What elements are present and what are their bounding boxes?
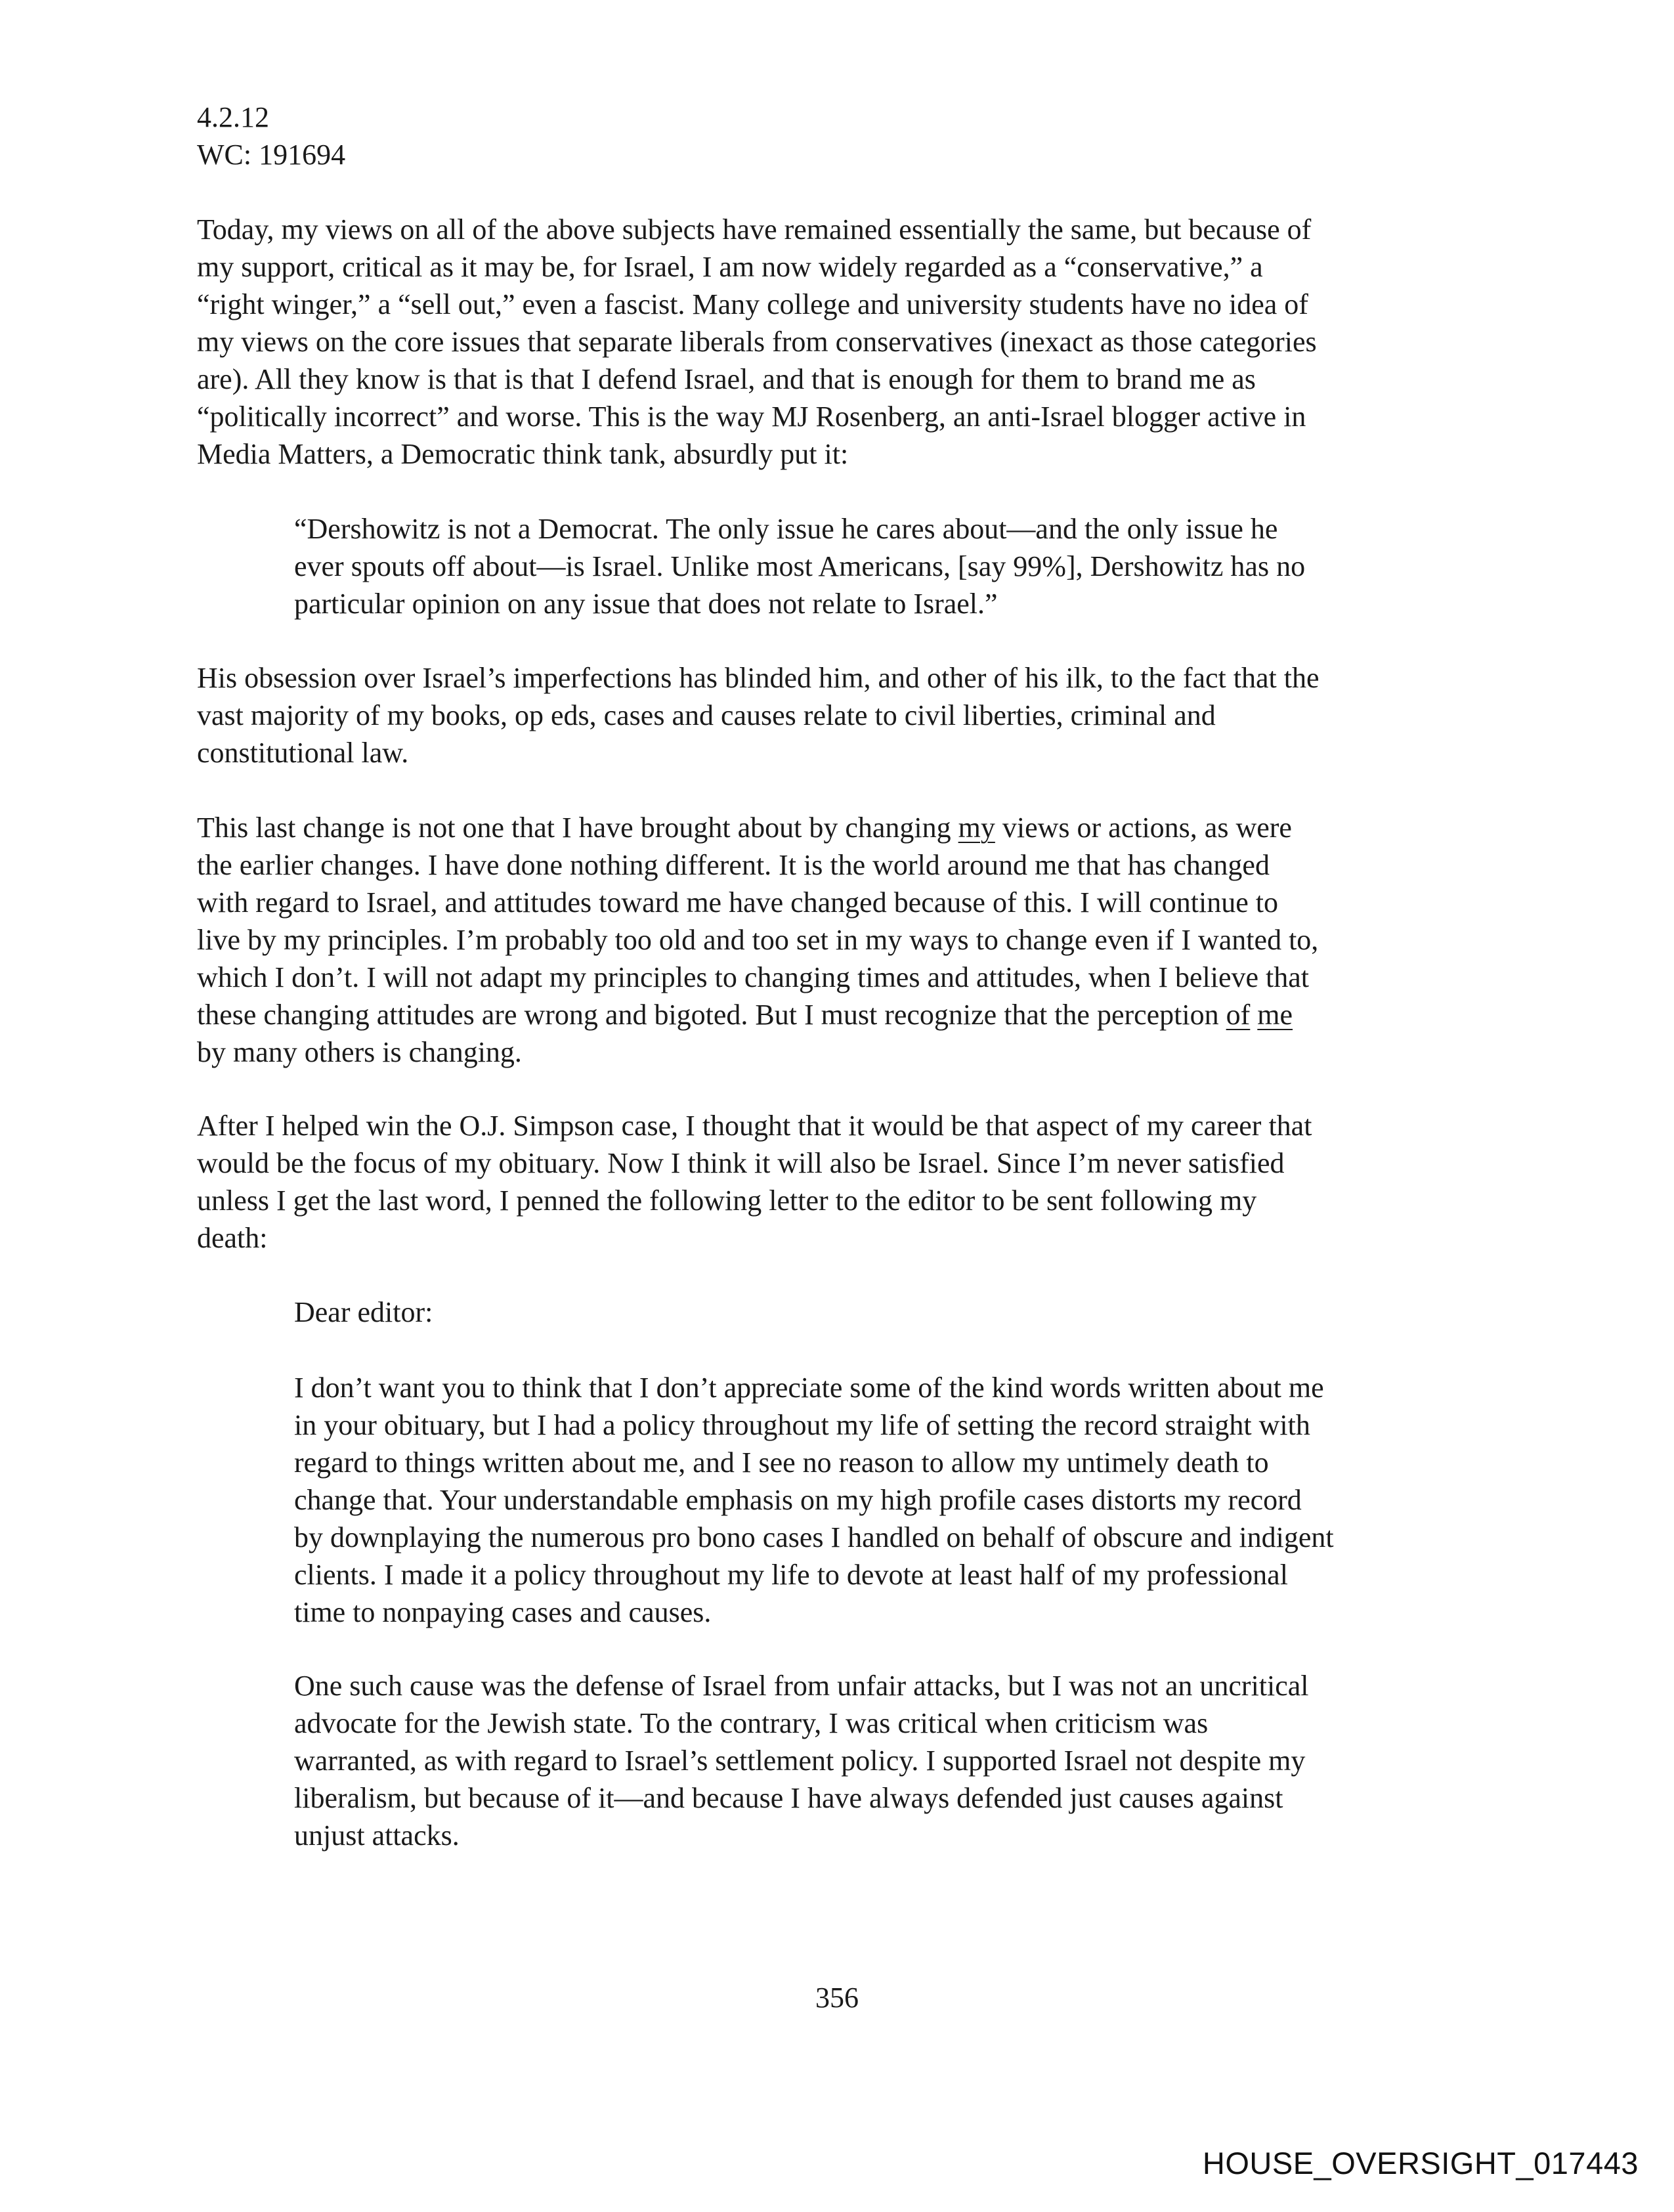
quote-line: “Dershowitz is not a Democrat. The only issue he cares about—and the only issue he: [294, 513, 1278, 545]
letter-line: warranted, as with regard to Israel’s settlement policy. I supported Israel not despite my: [294, 1745, 1306, 1777]
date-line: 4.2.12: [197, 101, 269, 133]
paragraph-last-change: [197, 809, 1470, 1071]
text-segment: [1250, 999, 1257, 1031]
paragraph-simpson: [197, 1107, 1470, 1257]
text-line: unless I get the last word, I penned the following letter to the editor to be sent following my: [197, 1184, 1257, 1217]
text-line: live by my principles. I’m probably too old and too set in my ways to change even if I wanted to,: [197, 924, 1319, 956]
letter-salutation: [294, 1293, 1568, 1331]
text-segment: these changing attitudes are wrong and bigoted. But I must recognize that the perception: [197, 999, 1226, 1031]
text-line: are). All they know is that is that I defend Israel, and that is enough for them to brand me as: [197, 363, 1256, 395]
document-header: [197, 98, 1470, 173]
letter-line: advocate for the Jewish state. To the contrary, I was critical when criticism was: [294, 1707, 1209, 1739]
text-line: vast majority of my books, op eds, cases and causes relate to civil liberties, criminal and: [197, 699, 1216, 731]
paragraph-views: [197, 211, 1470, 473]
letter-line: by downplaying the numerous pro bono cases I handled on behalf of obscure and indigent: [294, 1521, 1334, 1553]
letter-line: I don’t want you to think that I don’t appreciate some of the kind words written about me: [294, 1372, 1324, 1404]
letter-line: clients. I made it a policy throughout my life to devote at least half of my professional: [294, 1559, 1288, 1591]
underlined-word: of: [1226, 999, 1251, 1031]
letter-line: One such cause was the defense of Israel from unfair attacks, but I was not an uncritical: [294, 1670, 1309, 1702]
letter-paragraph-israel: [294, 1667, 1568, 1854]
text-line: death:: [197, 1222, 268, 1254]
text-line: [197, 996, 1470, 1033]
text-line: the earlier changes. I have done nothing different. It is the world around me that has changed: [197, 849, 1270, 881]
quote-line: ever spouts off about—is Israel. Unlike most Americans, [say 99%], Dershowitz has no: [294, 550, 1306, 582]
text-line: which I don’t. I will not adapt my principles to changing times and attitudes, when I believe that: [197, 961, 1310, 993]
text-line: by many others is changing.: [197, 1036, 522, 1068]
letter-line: change that. Your understandable emphasis on my high profile cases distorts my record: [294, 1484, 1302, 1516]
text-line: with regard to Israel, and attitudes toward me have changed because of this. I will continue to: [197, 886, 1279, 919]
text-line: Today, my views on all of the above subjects have remained essentially the same, but because of: [197, 213, 1312, 246]
letter-line: regard to things written about me, and I see no reason to allow my untimely death to: [294, 1446, 1269, 1479]
page-number: 356: [815, 1982, 859, 2014]
text-line: His obsession over Israel’s imperfections has blinded him, and other of his ilk, to the fact that the: [197, 662, 1320, 694]
letter-line: in your obituary, but I had a policy throughout my life of setting the record straight with: [294, 1409, 1310, 1441]
text-line: constitutional law.: [197, 737, 409, 769]
letter-line: unjust attacks.: [294, 1819, 460, 1852]
letter-line: time to nonpaying cases and causes.: [294, 1596, 712, 1628]
text-segment: views or actions, as were: [995, 812, 1292, 844]
salutation-line: Dear editor:: [294, 1296, 433, 1328]
paragraph-obsession: [197, 659, 1470, 771]
text-segment: This last change is not one that I have brought about by changing: [197, 812, 958, 844]
quote-line: particular opinion on any issue that does not relate to Israel.”: [294, 588, 998, 620]
text-line: “politically incorrect” and worse. This is the way MJ Rosenberg, an anti-Israel blogger active in: [197, 401, 1306, 433]
text-line: would be the focus of my obituary. Now I think it will also be Israel. Since I’m never satisfied: [197, 1147, 1285, 1179]
text-line: my views on the core issues that separate liberals from conservatives (inexact as those categories: [197, 326, 1317, 358]
text-line: “right winger,” a “sell out,” even a fascist. Many college and university students have no idea of: [197, 288, 1308, 320]
text-line: my support, critical as it may be, for Israel, I am now widely regarded as a “conservative,” a: [197, 251, 1263, 283]
text-line: After I helped win the O.J. Simpson case, I thought that it would be that aspect of my career that: [197, 1110, 1312, 1142]
letter-line: liberalism, but because of it—and because I have always defended just causes against: [294, 1782, 1283, 1814]
block-quote-rosenberg: [294, 510, 1568, 622]
underlined-word: me: [1257, 999, 1293, 1031]
bates-stamp: HOUSE_OVERSIGHT_017443: [1202, 2146, 1639, 2180]
text-line: [197, 809, 1470, 846]
text-line: Media Matters, a Democratic think tank, absurdly put it:: [197, 438, 849, 470]
underlined-word: my: [958, 812, 995, 844]
word-count-line: WC: 191694: [197, 139, 346, 171]
letter-paragraph-pro-bono: [294, 1369, 1568, 1631]
